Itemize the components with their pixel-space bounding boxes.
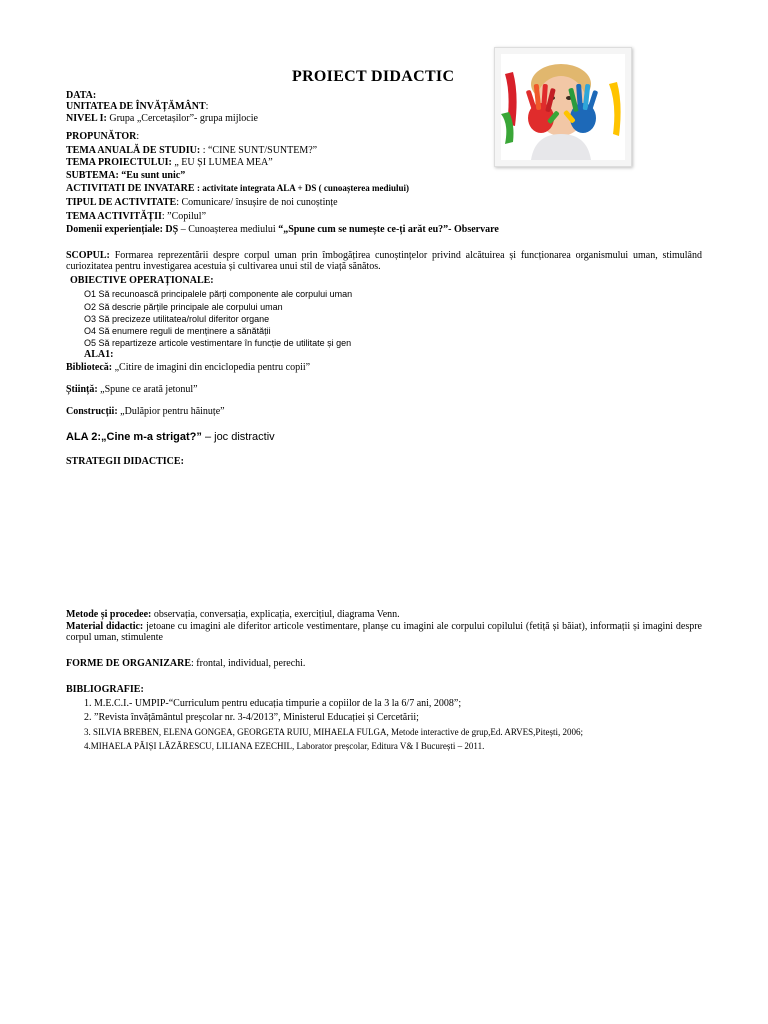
tema-activitatii-label: TEMA ACTIVITĂȚII (66, 211, 162, 222)
stiinta-line (66, 384, 198, 396)
nivel-label: NIVEL I: (66, 113, 107, 124)
obiectiv-item: O4 Să enumere reguli de menținere a sănătății (84, 326, 271, 336)
forme-value: : frontal, individual, perechi. (191, 658, 306, 669)
domenii-line (66, 224, 499, 236)
tema-activitatii-value: : ”Copilul” (161, 211, 207, 222)
constructii-line (66, 406, 225, 418)
child-painted-hands-photo (494, 47, 632, 167)
propunator-line (66, 131, 139, 143)
forme-line (66, 658, 305, 670)
tema-proiect-label: TEMA PROIECTULUI: (66, 157, 175, 168)
propunator-label: PROPUNĂTOR (66, 131, 137, 142)
propunator-value: : (136, 131, 140, 142)
obiective-label: OBIECTIVE OPERAȚIONALE: (70, 275, 214, 286)
photo-image (501, 54, 625, 160)
tema-proiect-value: „ EU ȘI LUMEA MEA” (174, 157, 273, 168)
tema-activitatii-line (66, 211, 206, 223)
subtema-line (66, 170, 185, 182)
tema-anuala-value: : “CINE SUNT/SUNTEM?” (200, 145, 318, 156)
ala2-label: ALA 2:„Cine m-a strigat?” (66, 431, 202, 443)
stiinta-label: Știință: (66, 384, 98, 395)
tema-proiect-line (66, 157, 273, 169)
strategii-label: STRATEGII DIDACTICE: (66, 456, 184, 467)
obiectiv-item: O5 Să repartizeze articole vestimentare în funcție de utilitate și gen (84, 338, 352, 348)
ala1-label: ALA1: (84, 349, 114, 360)
domenii-value-bold: “„Spune cum se numește ce-ți arăt eu?”- Observare (278, 224, 499, 235)
obiectiv-item: O3 Să precizeze utilitatea/rolul diferitor organe (84, 314, 270, 324)
obiectiv-item: O2 Să descrie părțile principale ale corpului uman (84, 302, 283, 312)
activitati-value: : activitate integrata ALA + DS ( cunoașterea mediului) (197, 183, 409, 193)
bibliografie-item: 1. M.E.C.I.- UMPIP-“Curriculum pentru educația timpurie a copiilor de la 3 la 6/7 ani, 2008”; (84, 698, 462, 709)
subtema-label: SUBTEMA: (66, 170, 122, 181)
tema-anuala-line (66, 145, 317, 157)
constructii-label: Construcții: (66, 406, 118, 417)
constructii-value: „Dulăpior pentru hăinuțe” (117, 406, 225, 417)
stiinta-value: „Spune ce arată jetonul” (97, 384, 198, 395)
tipul-value: : Comunicare/ însușire de noi cunoștințe (176, 197, 338, 208)
ala2-value: – joc distractiv (201, 431, 275, 443)
material-label: Material didactic: (66, 621, 144, 632)
obiectiv-item: O1 Să recunoască principalele părți componente ale corpului uman (84, 289, 353, 299)
unitatea-label: UNITATEA DE ÎNVĂȚĂMÂNT (66, 101, 206, 112)
nivel-line (66, 113, 258, 125)
tipul-label: TIPUL DE ACTIVITATE (66, 197, 177, 208)
bibliografie-item: 3. SILVIA BREBEN, ELENA GONGEA, GEORGETA RUIU, MIHAELA FULGA, Metode interactive de grup,Ed. ARVES,Pitești, 2006; (84, 727, 583, 737)
domenii-label: Domenii experiențiale: DȘ (66, 224, 179, 235)
tema-anuala-label: TEMA ANUALĂ DE STUDIU: (66, 145, 201, 156)
forme-label: FORME DE ORGANIZARE (66, 658, 192, 669)
bibliografie-item: 2. ”Revista învățământul preșcolar nr. 3-4/2013”, Ministerul Educației și Cercetării; (84, 712, 419, 723)
metode-label: Metode și procedee: (66, 609, 152, 620)
data-label: DATA: (66, 90, 97, 101)
scopul-label: SCOPUL: (66, 250, 110, 261)
metode-value: observația, conversația, explicația, exercițiul, diagrama Venn. (151, 609, 400, 620)
biblioteca-line (66, 362, 310, 374)
unitatea-value: : (205, 101, 209, 112)
subtema-value: “Eu sunt unic” (121, 170, 186, 181)
nivel-value: Grupa „Cercetașilor”- grupa mijlocie (106, 113, 258, 124)
bibliografie-item: 4.MIHAELA PĂIȘI LĂZĂRESCU, LILIANA EZECHIL, Laborator preșcolar, Editura V& I București – 2011. (84, 741, 485, 751)
scopul-text: Formarea reprezentării despre corpul uman prin îmbogățirea cunoștințelor privind alcătuirea și funcționarea organismului uman, stimulând curiozitatea pentru investigarea acestuia și cultivarea unui stil de viață sănătos. (66, 250, 702, 272)
bibliografie-label: BIBLIOGRAFIE: (66, 684, 144, 695)
unitatea-line (66, 101, 208, 113)
activitati-line (66, 182, 409, 195)
material-paragraph (66, 621, 702, 643)
ala2-line (66, 431, 275, 443)
scopul-paragraph (66, 250, 702, 272)
material-value: jetoane cu imagini ale diferitor articole vestimentare, planșe cu imagini ale corpului copilului (fetiță și băiat), informații și imagini despre corpul uman, stimulente (66, 621, 702, 643)
page-title: PROIECT DIDACTIC (292, 68, 455, 85)
domenii-value: – Cunoașterea mediului (178, 224, 279, 235)
metode-line (66, 609, 400, 621)
biblioteca-label: Bibliotecă: (66, 362, 113, 373)
tipul-line (66, 197, 338, 209)
biblioteca-value: „Citire de imagini din enciclopedia pentru copii” (112, 362, 311, 373)
activitati-label: ACTIVITATI DE INVATARE (66, 183, 198, 194)
